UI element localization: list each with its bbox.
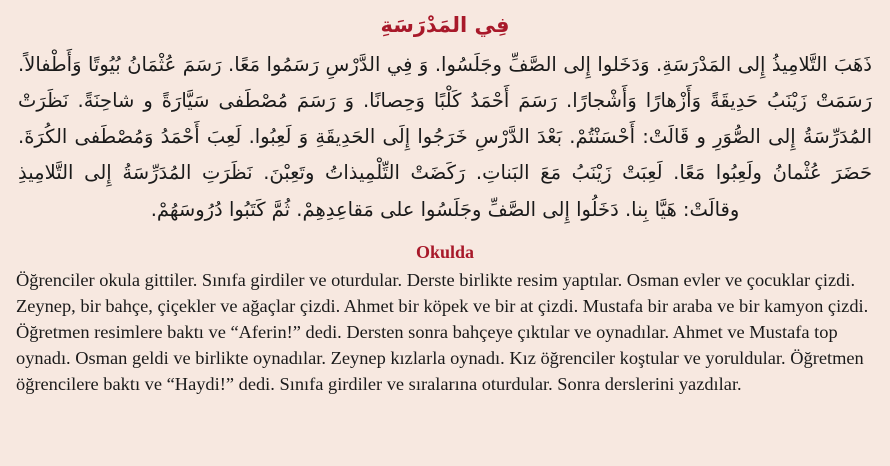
turkish-paragraph: Öğrenciler okula gittiler. Sınıfa girdiler ve oturdular. Derste birlikte resim yaptılar. Osman evler ve çocuklar çizdi. Zeynep, bir bahçe, çiçekler ve ağaçlar çizdi. Ahmet bir köpek ve bir at çizdi. Mustafa bir araba ve bir kamyon çizdi. Öğretmen resimlere baktı ve “Aferin!” dedi. Dersten sonra bahçeye çıktılar ve oynadılar. Ahmet ve Mustafa top oynadı. Osman geldi ve birlikte oynadılar. Zeynep kızlarla oynadı. Kız öğrenciler koştular ve yoruldular. Öğretmen öğrencilere baktı ve “Haydi!” dedi. Sınıfa girdiler ve sıralarına oturdular. Sonra derslerini yazdılar. <box>16 269 869 395</box>
turkish-lesson-title: Okulda <box>415 241 475 262</box>
arabic-lesson-body <box>18 47 872 227</box>
arabic-paragraph: ذَهَبَ التَّلامِيذُ إِلى المَدْرَسَةِ. وَدَخَلوا إِلى الصَّفِّ وجَلَسُوا. وَ فِي الدَّرْسِ رَسَمُوا مَعًا. رَسَمَ عُثْمَانُ بُيُوتًا وَأَطْفالاً. رَسَمَتْ زَيْنَبُ حَدِيقَةً وَأَزْهارًا وَأَشْجارًا. رَسَمَ أَحْمَدُ كَلْبًا وَحِصانًا. وَ رَسَمَ مُصْطَفى سَيَّارَةً و شاحِنَةً. نَظَرَتْ المُدَرِّسَةُ إِلى الصُّوَرِ و قَالَتْ: أَحْسَنْتُمْ. بَعْدَ الدَّرْسِ خَرَجُوا إِلَى الحَدِيقَةِ وَ لَعِبُوا. لَعِبَ أَحْمَدُ وَمُصْطَفى الكُرَةَ. حَضَرَ عُثْمانُ ولَعِبُوا مَعًا. لَعِبَتْ زَيْنَبُ مَعَ البَناتِ. رَكَضَتْ التِّلْمِيذاتُ وتَعِبْنَ. نَظَرَتِ المُدَرِّسَةُ إِلى التَّلامِيذِ وقالَتْ: هَيَّا بِنا. دَخَلُوا إِلى الصَّفِّ وجَلَسُوا على مَقاعِدِهِمْ. ثُمَّ كَتَبُوا دُرُوسَهُمْ. <box>18 53 872 221</box>
arabic-lesson-title: فِي المَدْرَسَةِ <box>380 13 510 37</box>
turkish-lesson-body <box>16 267 874 398</box>
